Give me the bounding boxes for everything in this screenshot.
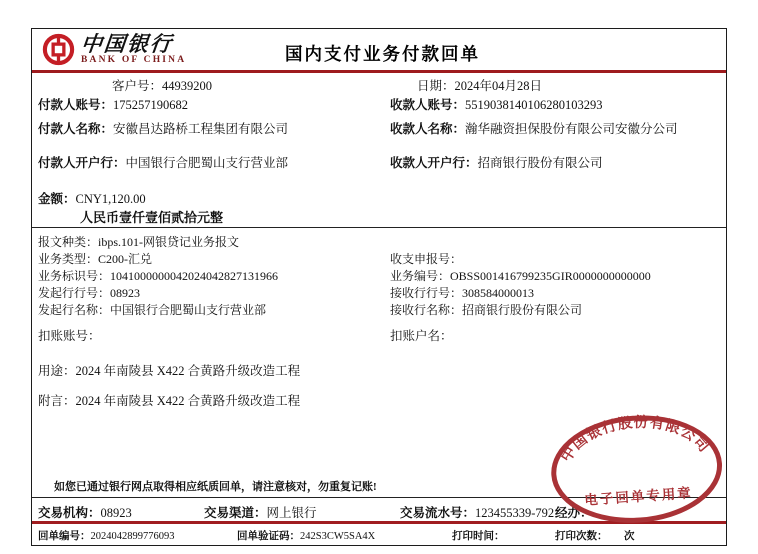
customer-no-label: 客户号：: [112, 79, 163, 93]
stamp-seal-icon: [544, 405, 734, 543]
verify-code-value: 242S3CW5SA4X: [300, 531, 376, 542]
payee-bank-label: 收款人开户行：: [390, 156, 478, 170]
payer-bank-label: 付款人开户行：: [38, 156, 126, 170]
remark-field: [38, 391, 300, 409]
message-type-label: 报文种类：: [38, 235, 99, 249]
business-type-label: 业务类型：: [38, 252, 99, 266]
verify-code-label: 回单验证码：: [237, 531, 300, 542]
transaction-org-field: [38, 503, 132, 521]
payer-name-value: 安徽昌达路桥工程集团有限公司: [113, 122, 289, 136]
business-no-label: 业务编号：: [390, 269, 451, 283]
date-label: 日期：: [417, 79, 455, 93]
amount-in-words: 人民币壹仟壹佰贰拾元整: [80, 210, 224, 225]
customer-no-value: 44939200: [162, 79, 213, 93]
message-type-value: ibps.101-网银贷记业务报文: [98, 235, 240, 249]
duplicate-warning-notice: 如您已通过银行网点取得相应纸质回单，请注意核对，勿重复记账!: [54, 481, 377, 493]
receiver-bank-no-label: 接收行行号：: [390, 286, 463, 300]
transaction-serial-value: 123455339-792: [475, 506, 555, 520]
business-type-field: [38, 250, 152, 267]
receipt-no-field: [38, 528, 175, 543]
amount-field: [38, 189, 146, 207]
page-title: 国内支付业务付款回单: [285, 44, 480, 64]
transaction-channel-field: [204, 503, 317, 521]
bank-name-en: BANK OF CHINA: [81, 54, 187, 65]
print-time-label: 打印时间：: [452, 531, 505, 542]
debit-account-field: [38, 326, 101, 344]
stamp-center-text: 电子回单专用章: [583, 485, 694, 508]
receipt-no-label: 回单编号：: [38, 531, 91, 542]
customer-no-field: [112, 76, 212, 94]
payer-bank-value: 中国银行合肥蜀山支行营业部: [125, 156, 289, 170]
operator-label: 经办：: [555, 506, 593, 520]
payee-name-label: 收款人名称：: [390, 122, 466, 136]
debit-name-field: [390, 326, 453, 344]
payee-name-value: 瀚华融资担保股份有限公司安徽分公司: [465, 122, 678, 136]
payer-name-label: 付款人名称：: [38, 122, 114, 136]
purpose-field: [38, 361, 300, 379]
message-type-field: [38, 233, 239, 250]
remark-label: 附言：: [38, 394, 76, 408]
bank-logo: [42, 33, 186, 66]
date-field: [417, 76, 542, 94]
header-divider: [32, 70, 726, 73]
transaction-serial-field: [400, 503, 554, 521]
receiver-bank-name-value: 招商银行股份有限公司: [462, 303, 583, 317]
verify-code-field: [237, 528, 375, 543]
payee-bank-field: [390, 153, 603, 171]
payee-account-field: [390, 95, 603, 113]
bank-of-china-emblem-icon: [42, 33, 75, 66]
declare-no-field: [390, 250, 462, 267]
payer-account-value: 175257190682: [113, 98, 189, 112]
sender-bank-name-value: 中国银行合肥蜀山支行营业部: [110, 303, 267, 317]
payee-name-field: [390, 119, 678, 137]
sender-bank-no-value: 08923: [110, 286, 141, 300]
business-id-label: 业务标识号：: [38, 269, 111, 283]
payer-name-field: [38, 119, 288, 137]
business-no-field: [390, 267, 651, 284]
date-value: 2024年04月28日: [454, 79, 543, 93]
transaction-org-label: 交易机构：: [38, 506, 101, 520]
payer-account-label: 付款人账号：: [38, 98, 114, 112]
receiver-bank-no-field: [390, 284, 534, 301]
sender-bank-no-label: 发起行行号：: [38, 286, 111, 300]
electronic-receipt-stamp: [544, 405, 734, 543]
business-type-value: C200-汇兑: [98, 252, 153, 266]
receiver-bank-no-value: 308584000013: [462, 286, 535, 300]
purpose-label: 用途：: [38, 364, 76, 378]
payer-account-field: [38, 95, 188, 113]
debit-account-label: 扣账账号：: [38, 329, 101, 343]
bank-name-cn: 中国银行: [79, 31, 175, 56]
receiver-bank-name-field: [390, 301, 582, 318]
transaction-channel-value: 网上银行: [266, 506, 317, 520]
amount-label: 金额：: [38, 192, 76, 206]
print-count-label: 打印次数：: [555, 531, 608, 542]
business-id-value: 1041000000042024042827131966: [110, 269, 279, 283]
payer-bank-field: [38, 153, 288, 171]
remark-value: 2024 年南陵县 X422 合黄路升级改造工程: [75, 394, 301, 408]
payee-account-label: 收款人账号：: [390, 98, 466, 112]
svg-text:中国银行股份有限公司: [555, 408, 715, 466]
payee-account-value: 5519038140106280103293: [465, 98, 603, 112]
amount-divider: [32, 227, 726, 228]
stamp-arc-text: 中国银行股份有限公司: [558, 414, 713, 465]
sender-bank-name-label: 发起行名称：: [38, 303, 111, 317]
transaction-serial-label: 交易流水号：: [400, 506, 476, 520]
print-time-field: [452, 528, 505, 543]
receipt-header: [32, 29, 726, 70]
bank-logo-text: [79, 31, 187, 66]
payee-bank-value: 招商银行股份有限公司: [477, 156, 603, 170]
receipt-document: [31, 28, 727, 546]
purpose-value: 2024 年南陵县 X422 合黄路升级改造工程: [75, 364, 301, 378]
sender-bank-name-field: [38, 301, 266, 318]
business-no-value: OBSS001416799235GIR0000000000000: [450, 269, 651, 283]
receipt-no-value: 2024042899776093: [90, 531, 175, 542]
amount-value: CNY1,120.00: [75, 192, 146, 206]
transaction-org-value: 08923: [100, 506, 132, 520]
receiver-bank-name-label: 接收行名称：: [390, 303, 463, 317]
sender-bank-no-field: [38, 284, 140, 301]
print-count-unit: 次: [624, 531, 635, 542]
transaction-channel-label: 交易渠道：: [204, 506, 267, 520]
declare-no-label: 收支申报号：: [390, 252, 463, 266]
debit-name-label: 扣账户名：: [390, 329, 453, 343]
business-id-field: [38, 267, 278, 284]
